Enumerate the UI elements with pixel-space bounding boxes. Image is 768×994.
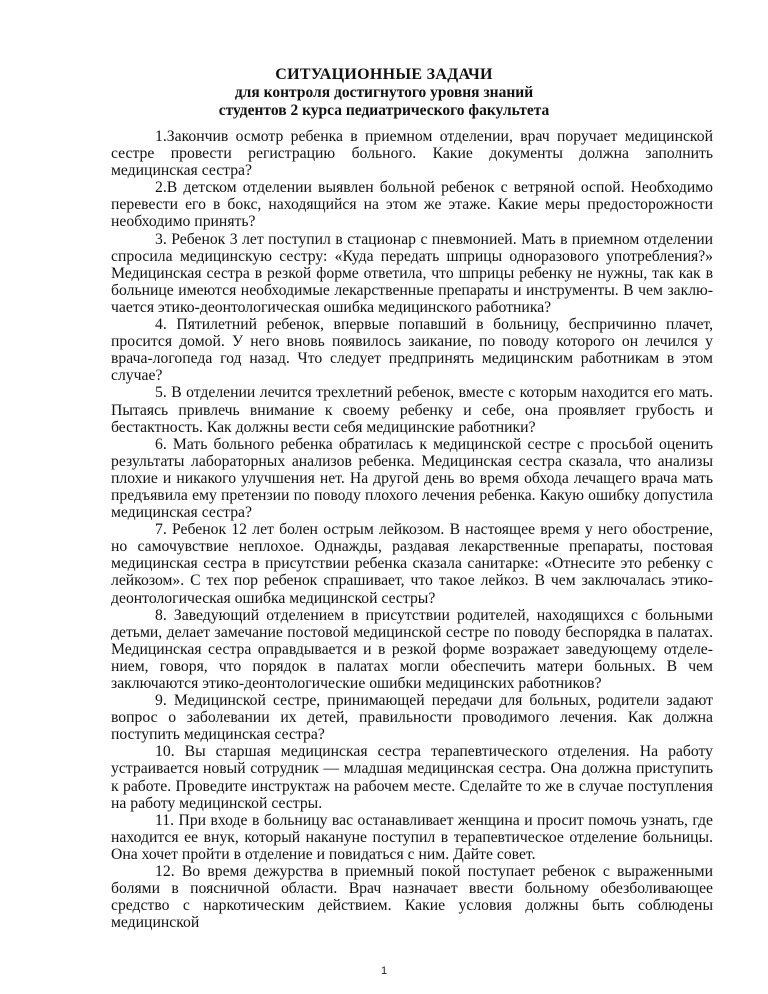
task-11: 11. При входе в больницу вас останавливает женщина и просит помочь узнать, где находится ее внук, который накануне поступил в терапевтическое отделение больницы. Она хочет пройти в отделение и повидаться с ним. Дайте совет. [111,811,713,863]
task-8: 8. Заведующий отделением в присутствии родителей, находящихся с больными детьми, делает замечание постовой медицинской сестре по поводу беспорядка в палатах. Медицинская сестра оправдывается и в резкой форме возражает заведующему отделе-нием, говоря, что порядок в палатах могли обеспечить матери больных. В чем заключаются этико-деонтологические ошибки медицинских работников? [111,606,713,692]
task-9: 9. Медицинской сестре, принимающей передачи для больных, родители задают вопрос о заболевании их детей, правильности проводимого лечения. Как должна поступить медицинская сестра? [111,692,713,744]
document-subtitle-line-1: для контроля достигнутого уровня знаний [234,84,534,101]
document-title: СИТУАЦИОННЫЕ ЗАДАЧИ [275,66,493,83]
task-3: 3. Ребенок 3 лет поступил в стационар с пневмонией. Мать в приемном отделении спросила медицинскую сестру: «Куда передать шприцы одноразового употребления?» Медицинская сестра в резкой форме ответила, что шприцы ребенку не нужны, так как в больнице имеются необходимые лекарственные препараты и инструменты. В чем заклю-чается этико-деонтологическая ошибка медицинского работника? [111,230,713,316]
task-7: 7. Ребенок 12 лет болен острым лейкозом. В настоящее время у него обострение, но самочувствие неплохое. Однажды, раздавая лекарственные препараты, постовая медицинская сестра в присутствии ребенка сказала санитарке: «Отнесите это ребенку с лейкозом». С тех пор ребенок спрашивает, что такое лейкоз. В чем заключалась этико-деонтологическая ошибка медицинской сестры? [111,521,713,607]
task-10: 10. Вы старшая медицинская сестра терапевтического отделения. На работу устраивается новый сотрудник — младшая медицинская сестра. Она должна приступить к работе. Проведите инструктаж на рабочем месте. Сделайте то же в случае поступления на работу медицинской сестры. [111,743,713,812]
task-12: 12. Во время дежурства в приемный покой поступает ребенок с выраженными болями в поясничной области. Врач назначает ввести больному обезболивающее средство с наркотическим действием. Какие условия должны быть соблюдены медицинской [111,863,713,932]
page-number: 1 [380,965,388,977]
task-1: 1.Закончив осмотр ребенка в приемном отделении, врач поручает медицинской сестре провести регистрацию больного. Какие документы должна заполнить медицинская сестра? [111,128,713,180]
task-4: 4. Пятилетний ребенок, впервые попавший в больницу, беспричинно плачет, просится домой. У него вновь появилось заикание, по поводу которого он лечился у врача-логопеда год назад. Что следует предпринять медицинским работникам в этом случае? [111,316,713,385]
task-2: 2.В детском отделении выявлен больной ребенок с ветряной оспой. Необходимо перевести его в бокс, находящийся на этом же этаже. Какие меры предосторожности необходимо принять? [111,179,713,231]
document-subtitle-line-2: студентов 2 курса педиатрического факультета [218,102,550,119]
task-5: 5. В отделении лечится трехлетний ребенок, вместе с которым находится его мать. Пытаясь привлечь внимание к своему ребенку и себе, она проявляет грубость и бестактность. Как должны вести себя медицинские работники? [111,384,713,436]
task-list [111,128,713,931]
task-6: 6. Мать больного ребенка обратилась к медицинской сестре с просьбой оценить результаты лабораторных анализов ребенка. Медицинская сестра сказала, что анализы плохие и никакого улучшения нет. На другой день во время обхода лечащего врача мать предъявила ему претензии по поводу плохого лечения ребенка. Какую ошибку допустила медицинская сестра? [111,435,713,522]
document-header [0,66,768,120]
